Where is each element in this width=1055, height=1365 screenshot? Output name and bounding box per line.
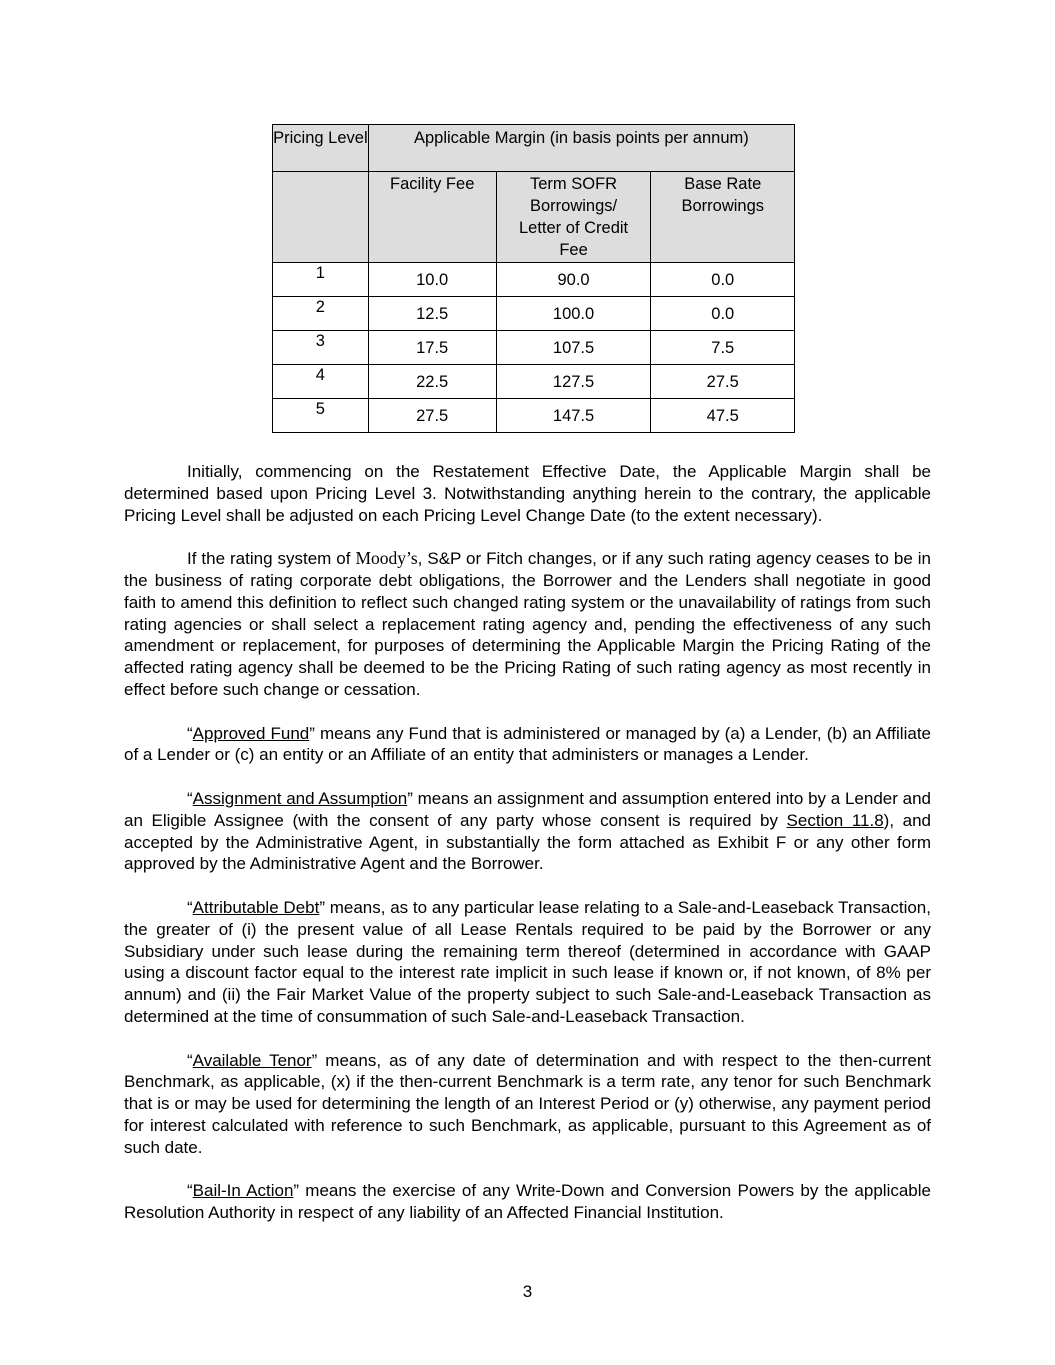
header-term-sofr: Term SOFR Borrowings/ Letter of Credit Fee xyxy=(496,172,651,263)
open-quote: “ xyxy=(187,1181,193,1201)
term-sofr-cell: 107.5 xyxy=(496,331,651,365)
level-cell: 2 xyxy=(273,297,369,331)
definition-text: ” means any Fund that is administered or managed by (a) a Lender, (b) an Affiliate of a Lender or (c) an entity or an Affiliate of an entity that administers or manages a Lender. xyxy=(124,723,931,765)
term-sofr-cell: 90.0 xyxy=(496,263,651,297)
defined-term-approved-fund: Approved Fund xyxy=(192,723,310,743)
term-sofr-cell: 147.5 xyxy=(496,399,651,433)
table-row xyxy=(273,297,795,331)
facility-fee-cell: 12.5 xyxy=(368,297,496,331)
defined-term-available-tenor: Available Tenor xyxy=(192,1050,312,1070)
facility-fee-cell: 10.0 xyxy=(368,263,496,297)
definition-approved-fund xyxy=(124,723,931,767)
table-row xyxy=(273,331,795,365)
level-cell: 4 xyxy=(273,365,369,399)
base-rate-cell: 0.0 xyxy=(651,263,795,297)
base-rate-cell: 47.5 xyxy=(651,399,795,433)
facility-fee-cell: 22.5 xyxy=(368,365,496,399)
open-quote: “ xyxy=(187,788,193,808)
paragraph-rating-system-change xyxy=(124,548,931,701)
document-body xyxy=(124,461,931,1246)
section-reference-link[interactable]: Section 11.8 xyxy=(786,810,884,830)
definition-text: ” means the exercise of any Write-Down and Conversion Powers by the applicable Resolution Authority in respect of any liability of an Affected Financial Institution. xyxy=(124,1181,931,1223)
base-rate-cell: 27.5 xyxy=(651,365,795,399)
open-quote: “ xyxy=(187,1050,193,1070)
base-rate-cell: 7.5 xyxy=(651,331,795,365)
text-fragment: If the rating system of xyxy=(187,549,356,569)
base-rate-cell: 0.0 xyxy=(651,297,795,331)
level-cell: 5 xyxy=(273,399,369,433)
definition-text: ” means, as of any date of determination and with respect to the then-current Benchmark, as applicable, (x) if the then-current Benchmark is a term rate, any tenor for such Benchmark that is or may be used for determining the length of an Interest Period or (y) otherwise, any payment period for interest calculated with reference to such Benchmark, as applicable, pursuant to this Agreement as of such date. xyxy=(124,1050,932,1157)
definition-text: ), and accepted by the Administrative Agent, in substantially the form attached as Exhibit F or any other form approved by the Administrative Agent and the Borrower. xyxy=(124,810,931,874)
table-row xyxy=(273,399,795,433)
defined-term-attributable-debt: Attributable Debt xyxy=(192,897,320,917)
definition-text: ” means an assignment and assumption entered into by a Lender and an Eligible Assignee (with the consent of any party whose consent is required by xyxy=(124,788,932,830)
level-cell: 3 xyxy=(273,331,369,365)
definition-available-tenor xyxy=(124,1050,931,1159)
header-pricing-level: Pricing Level xyxy=(273,125,369,172)
defined-term-assignment-and-assumption: Assignment and Assumption xyxy=(192,788,408,808)
header-facility-fee: Facility Fee xyxy=(368,172,496,263)
paragraph-initial-pricing-level: Initially, commencing on the Restatement Effective Date, the Applicable Margin shall be determined based upon Pricing Level 3. Notwithstanding anything herein to the contrary, the applicable Pricing Level shall be adjusted on each Pricing Level Change Date (to the extent necessary). xyxy=(124,462,931,525)
defined-term-bail-in-action: Bail-In Action xyxy=(192,1181,294,1201)
page-number: 3 xyxy=(522,1282,533,1301)
facility-fee-cell: 27.5 xyxy=(368,399,496,433)
definition-attributable-debt xyxy=(124,897,931,1028)
definition-bail-in-action xyxy=(124,1180,931,1224)
table-row xyxy=(273,365,795,399)
definition-text: ” means, as to any particular lease relating to a Sale-and-Leaseback Transaction, the greater of (i) the present value of all Lease Rentals required to be paid by the Borrower or any Subsidiary under such lease during the remaining term thereof (determined in accordance with GAAP using a discount factor equal to the interest rate implicit in such lease if known or, if not known, of 8% per annum) and (ii) the Fair Market Value of the property subject to such Sale-and-Leaseback Transaction as determined at the time of consummation of such Sale-and-Leaseback Transaction. xyxy=(124,897,931,1026)
level-cell: 1 xyxy=(273,263,369,297)
term-sofr-cell: 127.5 xyxy=(496,365,651,399)
facility-fee-cell: 17.5 xyxy=(368,331,496,365)
header-blank xyxy=(273,172,369,263)
open-quote: “ xyxy=(187,897,193,917)
table-row xyxy=(273,263,795,297)
moodys-name: Moody’s xyxy=(355,548,418,569)
open-quote: “ xyxy=(187,723,193,743)
text-fragment: , S&P or Fitch changes, or if any such rating agency ceases to be in the business of rating corporate debt obligations, the Borrower and the Lenders shall negotiate in good faith to amend this definition to reflect such changed rating system or the unavailability of ratings from such rating agencies or shall select a replacement rating agency and, pending the effectiveness of any such amendment or replacement, for purposes of determining the Applicable Margin the Pricing Rating of the affected rating agency shall be deemed to be the Pricing Rating of such rating agency as most recently in effect before such change or cessation. xyxy=(124,549,931,699)
header-base-rate: Base Rate Borrowings xyxy=(651,172,795,263)
header-applicable-margin: Applicable Margin (in basis points per annum) xyxy=(368,125,794,172)
definition-assignment-and-assumption xyxy=(124,788,931,875)
pricing-table xyxy=(272,124,795,433)
term-sofr-cell: 100.0 xyxy=(496,297,651,331)
